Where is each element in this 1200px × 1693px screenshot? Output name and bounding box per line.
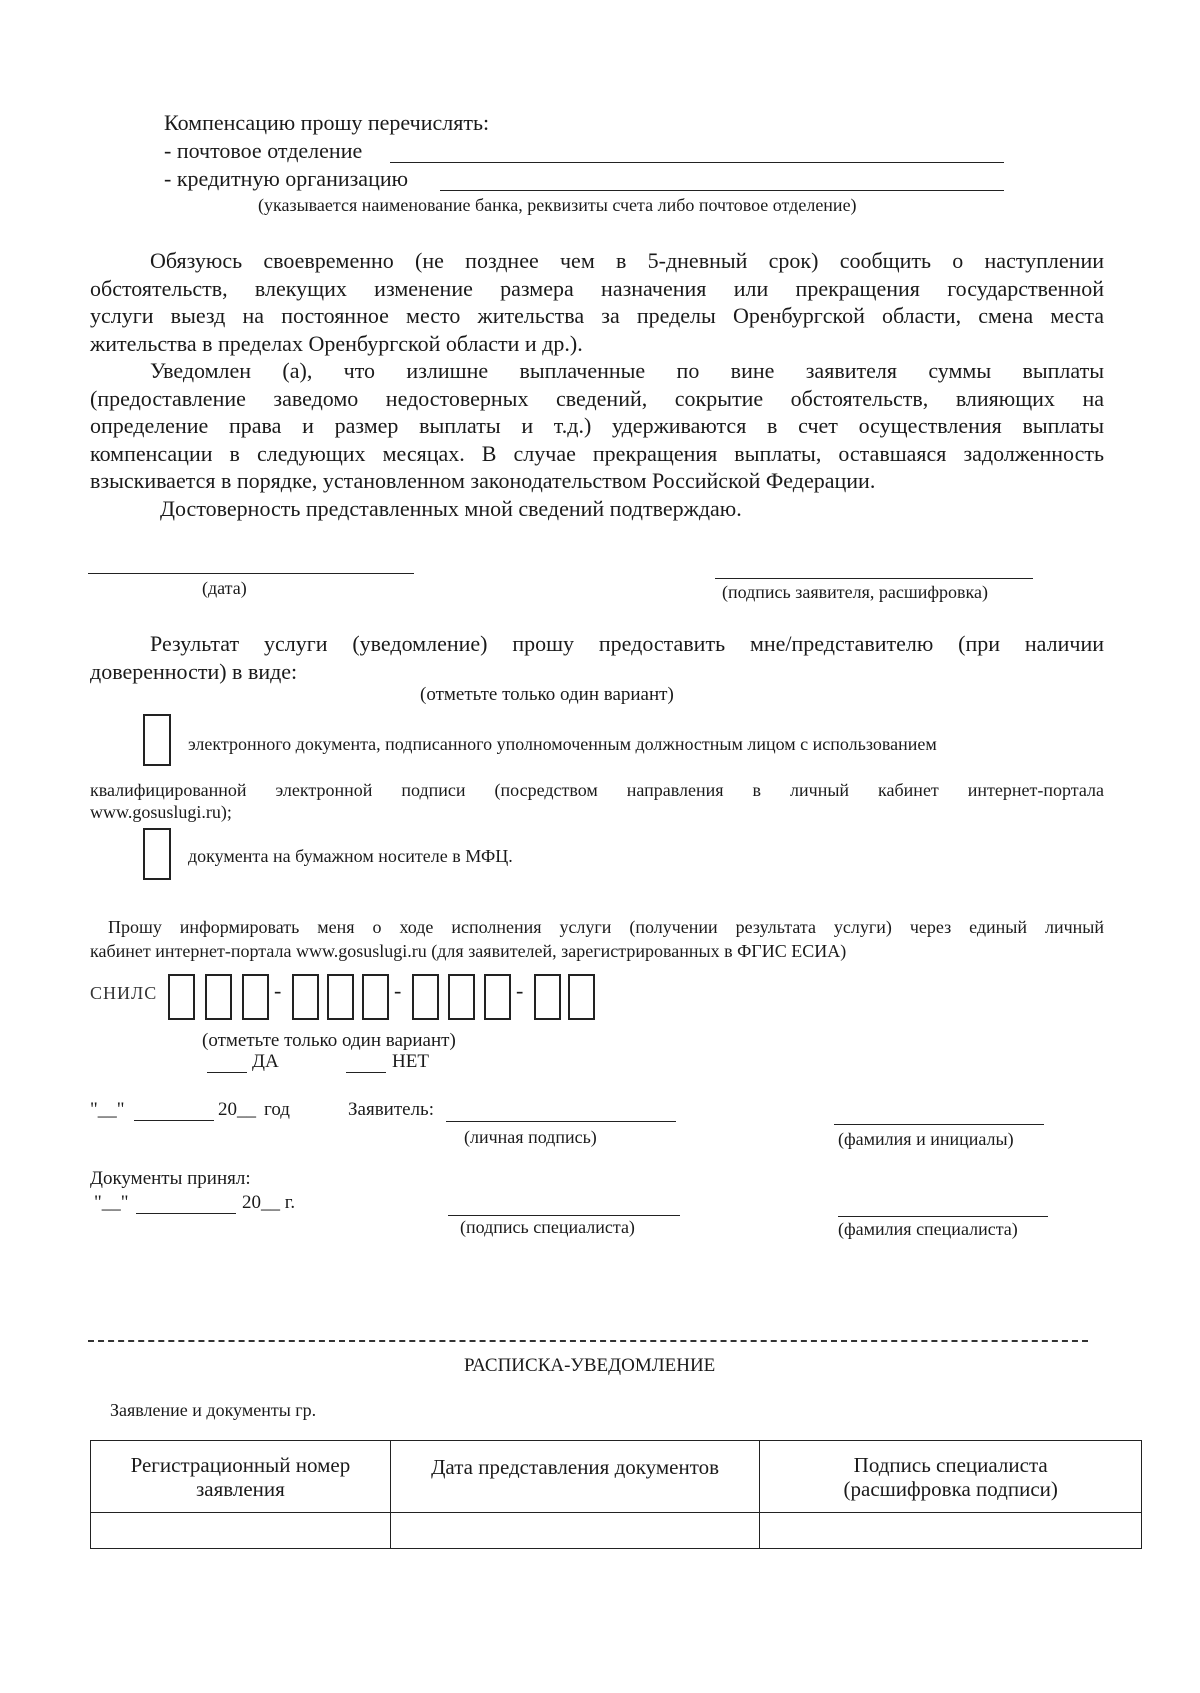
submission-date-cell[interactable] bbox=[390, 1513, 760, 1549]
snils-digit-box[interactable] bbox=[412, 974, 439, 1020]
applicant-name-caption: (фамилия и инициалы) bbox=[838, 1129, 1014, 1149]
confirmation-text: Достоверность представленных мной сведений подтверждаю. bbox=[160, 495, 742, 521]
snils-separator: - bbox=[394, 978, 402, 1003]
snils-digit-box[interactable] bbox=[568, 974, 595, 1020]
result-line: Результат услуги (уведомление) прошу предоставить мне/представителю (при наличии bbox=[150, 631, 1104, 656]
notice-line: (предоставление заведомо недостоверных сведений, сокрытие обстоятельств, влияющих на bbox=[90, 385, 1104, 411]
snils-digit-box[interactable] bbox=[168, 974, 195, 1020]
header-text: (расшифровка подписи) bbox=[843, 1476, 1058, 1501]
snils-digit-box[interactable] bbox=[242, 974, 269, 1020]
applicant-label: Заявитель: bbox=[348, 1099, 434, 1120]
notice-line: взыскивается в порядке, установленном законодательством Российской Федерации. bbox=[90, 468, 876, 493]
header-registration-number bbox=[91, 1441, 391, 1513]
applicant-year-word: год bbox=[264, 1099, 290, 1120]
snils-digit-box[interactable] bbox=[484, 974, 511, 1020]
obligation-paragraph bbox=[90, 247, 1104, 522]
applicant-signature-field[interactable] bbox=[715, 578, 1033, 579]
header-text: Дата представления документов bbox=[431, 1455, 720, 1479]
applicant-date-day: "__" bbox=[90, 1099, 125, 1120]
receipt-title: РАСПИСКА-УВЕДОМЛЕНИЕ bbox=[464, 1355, 716, 1376]
snils-digit-box[interactable] bbox=[205, 974, 232, 1020]
notice-line: Уведомлен (а), что излишне выплаченные по вине заявителя суммы выплаты bbox=[150, 358, 1104, 383]
option-electronic-label: электронного документа, подписанного уполномоченным должностным лицом с использованием bbox=[188, 734, 937, 754]
post-office-label: - почтовое отделение bbox=[164, 138, 363, 163]
header-text: заявления bbox=[195, 1476, 285, 1501]
specialist-name-field[interactable] bbox=[838, 1216, 1048, 1217]
result-choose-hint: (отметьте только один вариант) bbox=[420, 684, 674, 705]
personal-signature-caption: (личная подпись) bbox=[464, 1127, 597, 1147]
result-line: доверенности) в виде: bbox=[90, 658, 298, 684]
receipt-intro: Заявление и документы гр. bbox=[110, 1400, 317, 1420]
option-electronic-continued: квалифицированной электронной подписи (посредством направления в личный кабинет интернет-портала bbox=[90, 780, 1104, 800]
specialist-signature-cell[interactable] bbox=[760, 1513, 1142, 1549]
yes-label: ДА bbox=[252, 1051, 279, 1072]
snils-digit-box[interactable] bbox=[292, 974, 319, 1020]
no-mark-field[interactable] bbox=[346, 1072, 386, 1073]
snils-label: СНИЛС bbox=[90, 983, 158, 1003]
receipt-header-row bbox=[91, 1441, 1142, 1513]
option-paper-checkbox[interactable] bbox=[143, 828, 171, 880]
inform-line: кабинет интернет-портала www.gosuslugi.ru (для заявителей, зарегистрированных в ФГИС ЕСИА) bbox=[90, 941, 847, 961]
inform-line: Прошу информировать меня о ходе исполнения услуги (получении результата услуги) через единый личный bbox=[108, 917, 1104, 937]
obligation-line: жительства в пределах Оренбургской области и др.). bbox=[90, 330, 583, 356]
snils-separator: - bbox=[274, 978, 282, 1003]
receipt-table bbox=[90, 1440, 1142, 1549]
option-paper-label: документа на бумажном носителе в МФЦ. bbox=[188, 846, 513, 866]
option-electronic-checkbox[interactable] bbox=[143, 714, 171, 766]
snils-separator: - bbox=[516, 978, 524, 1003]
snils-digit-box[interactable] bbox=[448, 974, 475, 1020]
header-text: Регистрационный номер bbox=[130, 1452, 351, 1477]
cut-line-divider bbox=[88, 1340, 1088, 1342]
snils-digit-box[interactable] bbox=[327, 974, 354, 1020]
result-paragraph bbox=[90, 630, 1104, 685]
accepted-label: Документы принял: bbox=[90, 1168, 251, 1189]
snils-digit-box[interactable] bbox=[534, 974, 561, 1020]
post-office-field[interactable] bbox=[390, 162, 1004, 163]
date-caption: (дата) bbox=[202, 578, 247, 598]
header-specialist-signature bbox=[760, 1441, 1142, 1513]
specialist-signature-caption: (подпись специалиста) bbox=[460, 1217, 635, 1237]
header-text: Подпись специалиста bbox=[853, 1452, 1048, 1477]
accepted-date-day: "__" bbox=[94, 1192, 129, 1213]
specialist-name-caption: (фамилия специалиста) bbox=[838, 1219, 1018, 1239]
payment-hint: (указывается наименование банка, реквизиты счета либо почтовое отделение) bbox=[258, 195, 857, 215]
receipt-data-row bbox=[91, 1513, 1142, 1549]
notice-line: компенсации в следующих месяцах. В случае прекращения выплаты, оставшаяся задолженность bbox=[90, 440, 1104, 466]
bank-field[interactable] bbox=[440, 190, 1004, 191]
option-electronic-continued-end: www.gosuslugi.ru); bbox=[90, 802, 232, 822]
notice-line: определение права и размер выплаты и т.д.) удерживаются в счет осуществления выплаты bbox=[90, 413, 1104, 438]
no-label: НЕТ bbox=[392, 1051, 429, 1072]
registration-number-cell[interactable] bbox=[91, 1513, 391, 1549]
bank-label: - кредитную организацию bbox=[164, 166, 409, 191]
payment-heading: Компенсацию прошу перечислять: bbox=[164, 110, 490, 135]
inform-choose-hint: (отметьте только один вариант) bbox=[202, 1030, 456, 1051]
accepted-year: 20__ г. bbox=[242, 1192, 296, 1213]
applicant-personal-signature-field[interactable] bbox=[446, 1121, 676, 1122]
applicant-date-month-field[interactable] bbox=[134, 1120, 214, 1121]
snils-digit-box[interactable] bbox=[362, 974, 389, 1020]
date-field[interactable] bbox=[88, 573, 414, 574]
obligation-line: услуги выезд на постоянное место жительства за пределы Оренбургской области, смена места bbox=[90, 303, 1104, 328]
applicant-name-field[interactable] bbox=[834, 1124, 1044, 1125]
obligation-line: Обязуюсь своевременно (не позднее чем в 5-дневный срок) сообщить о наступлении bbox=[150, 248, 1104, 273]
header-submission-date bbox=[390, 1441, 760, 1513]
applicant-date-year: 20__ bbox=[218, 1099, 256, 1120]
accepted-date-month-field[interactable] bbox=[136, 1213, 236, 1214]
yes-mark-field[interactable] bbox=[207, 1072, 247, 1073]
signature-caption: (подпись заявителя, расшифровка) bbox=[722, 582, 988, 602]
specialist-signature-field[interactable] bbox=[448, 1215, 680, 1216]
obligation-line: обстоятельств, влекущих изменение размера назначения или прекращения государственной bbox=[90, 275, 1104, 301]
